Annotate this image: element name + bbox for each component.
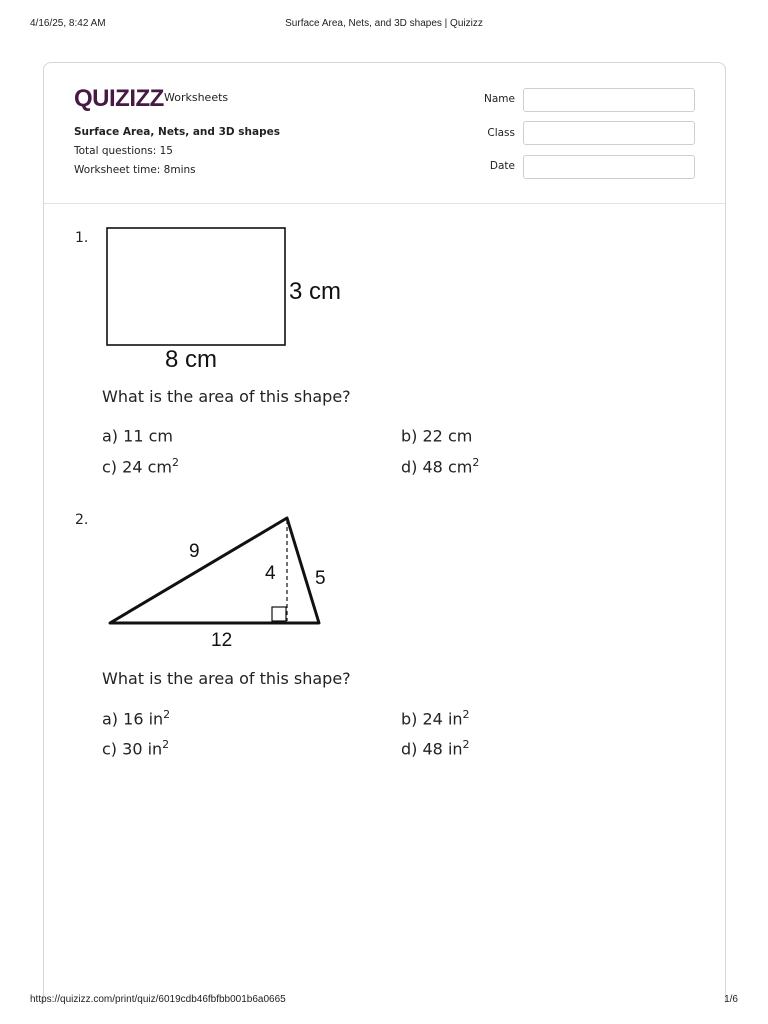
print-page-number: 1/6 [724, 994, 738, 1005]
class-field[interactable] [523, 121, 695, 145]
quizizz-logo: QUIZIZZ [74, 85, 164, 112]
option-exponent: 2 [163, 708, 171, 721]
question-2-option-a[interactable] [102, 708, 170, 728]
option-value: 24 in [422, 709, 463, 729]
question-2-option-d[interactable] [401, 738, 470, 758]
right-angle-marker [272, 607, 286, 621]
question-1-text: What is the area of this shape? [102, 387, 351, 406]
option-value: 24 cm [122, 457, 172, 477]
question-2-text: What is the area of this shape? [102, 669, 351, 688]
question-1-option-a[interactable] [102, 425, 173, 445]
rect-width-label: 8 cm [165, 346, 218, 373]
option-exponent: 2 [462, 738, 470, 751]
print-datetime: 4/16/25, 8:42 AM [30, 18, 106, 29]
question-2-option-b[interactable] [401, 708, 470, 728]
option-letter: b) [401, 709, 418, 729]
worksheet-time: Worksheet time: 8mins [74, 164, 196, 176]
rectangle-figure [102, 223, 352, 373]
option-letter: a) [102, 709, 119, 729]
triangle-figure [102, 508, 362, 653]
option-letter: a) [102, 426, 119, 446]
worksheet-title: Surface Area, Nets, and 3D shapes [74, 126, 280, 138]
print-page-title: Surface Area, Nets, and 3D shapes | Quizizz [285, 18, 483, 29]
option-exponent: 2 [171, 456, 179, 469]
option-exponent: 2 [472, 456, 480, 469]
option-exponent: 2 [162, 738, 170, 751]
option-letter: d) [401, 457, 418, 477]
total-questions: Total questions: 15 [74, 145, 173, 157]
triangle-shape [110, 518, 319, 623]
option-value: 48 in [422, 739, 463, 759]
question-1-option-d[interactable] [401, 456, 479, 476]
question-2-number: 2. [75, 512, 89, 528]
option-letter: b) [401, 426, 418, 446]
triangle-base-label: 12 [211, 630, 233, 651]
class-label: Class [487, 127, 515, 139]
print-header [30, 18, 738, 34]
option-letter: d) [401, 739, 418, 759]
question-1-number: 1. [75, 230, 89, 246]
option-letter: c) [102, 457, 118, 477]
option-letter: c) [102, 739, 118, 759]
triangle-left-side-label: 9 [189, 541, 200, 562]
date-label: Date [489, 160, 515, 172]
question-2-option-c[interactable] [102, 738, 169, 758]
option-value: 48 cm [422, 457, 473, 477]
name-field[interactable] [523, 88, 695, 112]
print-url: https://quizizz.com/print/quiz/6019cdb46fbfbb001b6a0665 [30, 994, 286, 1005]
rectangle-shape [107, 228, 285, 345]
option-value: 11 cm [123, 426, 173, 446]
question-1-option-b[interactable] [401, 425, 472, 445]
triangle-height-label: 4 [265, 563, 276, 584]
worksheet-header [44, 63, 725, 204]
question-1-option-c[interactable] [102, 456, 179, 476]
rect-height-label: 3 cm [289, 278, 342, 305]
option-value: 16 in [123, 709, 164, 729]
date-field[interactable] [523, 155, 695, 179]
option-exponent: 2 [462, 708, 470, 721]
option-value: 22 cm [422, 426, 473, 446]
print-footer [30, 994, 738, 1010]
logo-tagline: Worksheets [164, 91, 229, 104]
option-value: 30 in [122, 739, 163, 759]
name-label: Name [484, 93, 515, 105]
triangle-right-side-label: 5 [315, 568, 326, 589]
worksheet-sheet [43, 62, 726, 1003]
